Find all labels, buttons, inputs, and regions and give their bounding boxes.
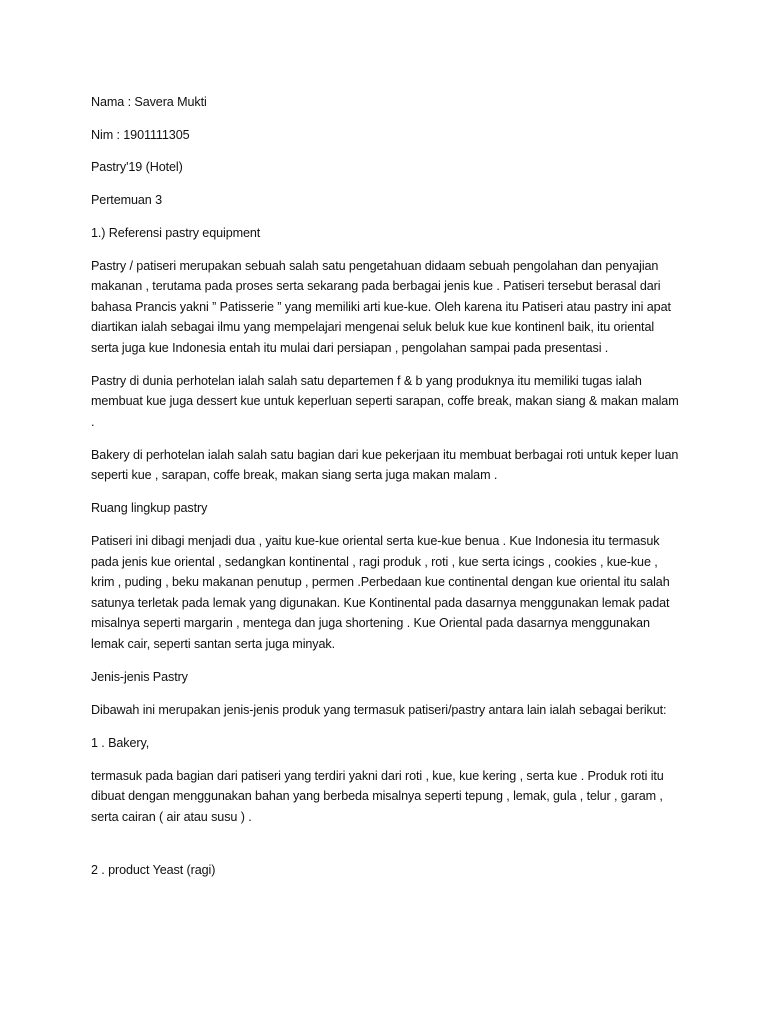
section-heading-ruang-lingkup: Ruang lingkup pastry <box>91 501 208 516</box>
student-name: Nama : Savera Mukti <box>91 95 207 109</box>
list-heading-yeast: 2 . product Yeast (ragi) <box>91 863 216 878</box>
meeting-number: Pertemuan 3 <box>91 193 163 208</box>
paragraph-bakery: termasuk pada bagian dari patiseri yang terdiri yakni dari roti , kue, kue kering , serta kue . Produk roti itu dibuat dengan menggunakan bahan yang berbeda misalnya seperti tepung , lemak, gula , telur , garam , serta cairan ( air atau susu ) . <box>91 768 664 824</box>
paragraph-bakery-hotel: Bakery di perhotelan ialah salah satu bagian dari kue pekerjaan itu membuat berbagai roti untuk keper luan seperti kue , sarapan, coffe break, makan siang serta juga makan malam . <box>91 447 679 483</box>
list-heading-bakery: 1 . Bakery, <box>91 735 150 750</box>
paragraph-jenis-intro: Dibawah ini merupakan jenis-jenis produk yang termasuk patiseri/pastry antara lain ialah sebagai berikut: <box>91 702 667 717</box>
section-heading-jenis-pastry: Jenis-jenis Pastry <box>91 669 188 684</box>
student-nim: Nim : 1901111305 <box>91 127 190 142</box>
paragraph-ruang-lingkup: Patiseri ini dibagi menjadi dua , yaitu kue-kue oriental serta kue-kue benua . Kue Indonesia itu termasuk pada jenis kue oriental , sedangkan kontinental , ragi produk , roti , kue serta icings , cookies , kue-kue , krim , puding , beku makanan penutup , permen .Perbedaan kue continental dengan kue oriental itu salah satunya terletak pada lemak yang digunakan. Kue Kontinental pada dasarnya menggunakan lemak padat misalnya seperti margarin , mentega dan juga shortening . Kue Oriental pada dasarnya menggunakan lemak cair, seperti santan serta juga minyak. <box>91 534 670 651</box>
document-body <box>91 92 681 893</box>
paragraph-pastry-definition: Pastry / patiseri merupakan sebuah salah satu pengetahuan didaam sebuah pengolahan dan penyajian makanan , terutama pada proses serta sekarang pada berbagai jenis kue . Patiseri tersebut berasal dari bahasa Prancis yakni ” Patisserie ” yang memiliki arti kue-kue. Oleh karena itu Patiseri atau pastry ini apat diartikan ialah sebagai ilmu yang mempelajari mengenai seluk beluk kue kue kontinenl baik, itu oriental serta juga kue Indonesia entah itu mulai dari persiapan , pengolahan sampai pada presentasi . <box>91 258 671 355</box>
student-class: Pastry'19 (Hotel) <box>91 160 183 175</box>
paragraph-pastry-hotel: Pastry di dunia perhotelan ialah salah satu departemen f & b yang produknya itu memiliki tugas ialah membuat kue juga dessert kue untuk keperluan seperti sarapan, coffe break, makan siang & makan malam . <box>91 373 679 429</box>
section-heading-referensi: 1.) Referensi pastry equipment <box>91 225 261 240</box>
